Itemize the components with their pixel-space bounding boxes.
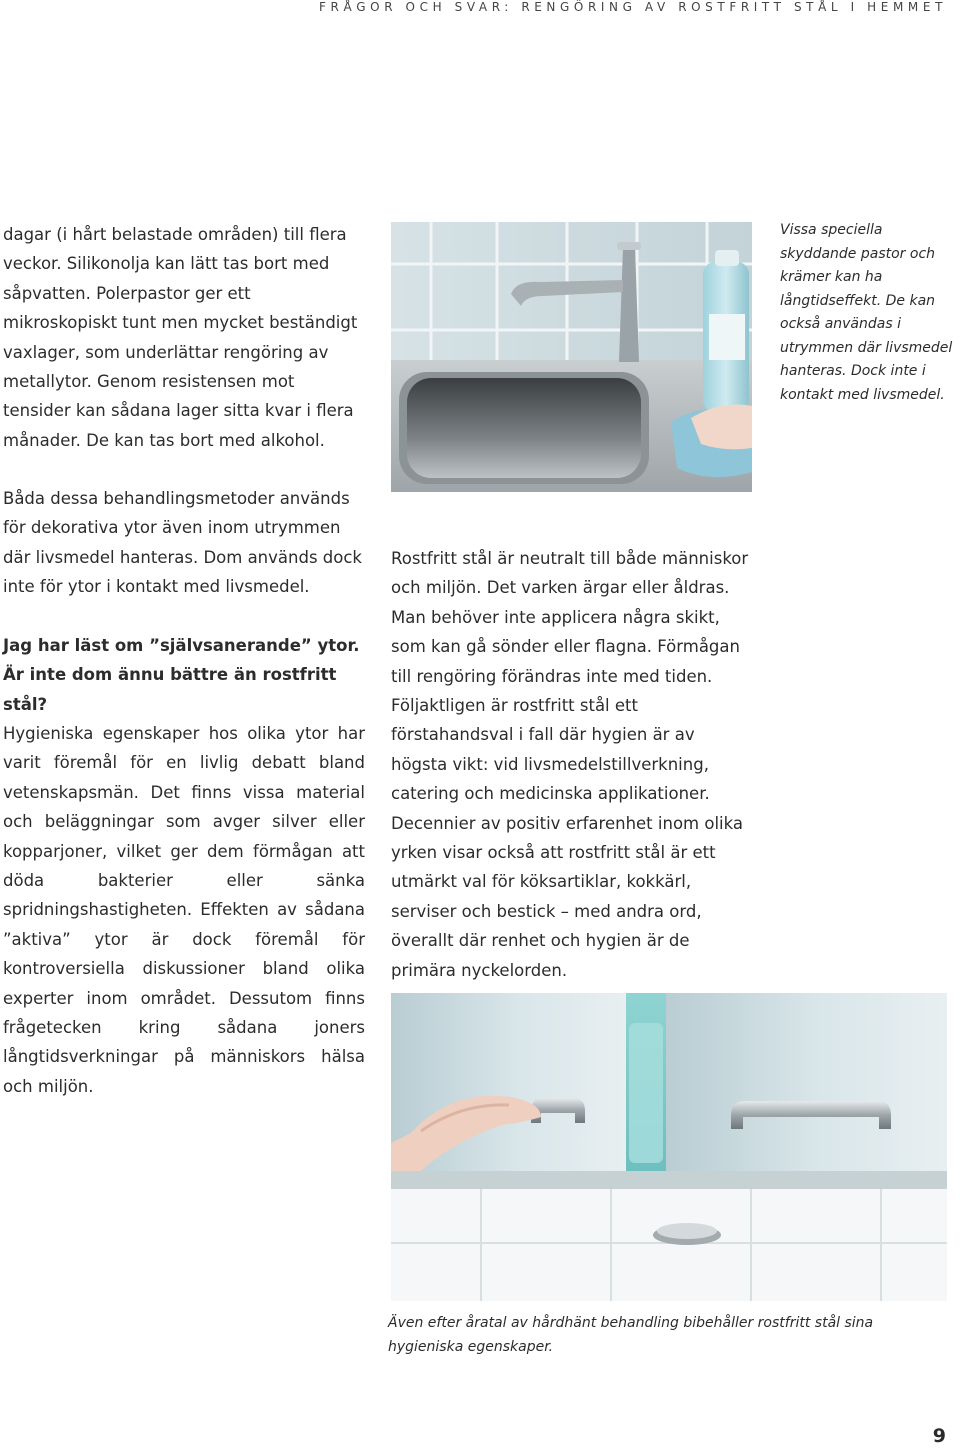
running-header: FRÅGOR OCH SVAR: RENGÖRING AV ROSTFRITT STÅL I HEMMET <box>319 0 947 14</box>
cabinet-photo <box>391 993 947 1301</box>
cabinet-caption: Även efter åratal av hårdhänt behandling bibehåller rostfritt stål sina hygieniska egenskaper. <box>388 1315 874 1355</box>
sink-photo <box>391 222 752 492</box>
right-paragraph-1: Rostfritt stål är neutralt till både människor och miljön. Det varken ärgar eller åldras. Man behöver inte applicera några skikt, som kan gå sönder eller flagna. Förmågan till rengöring förändras inte med tiden. Följaktligen är rostfritt stål ett förstahandsval i fall där hygien är av högsta vikt: vid livsmedelstillverkning, catering och medicinska applikationer. Decennier av positiv erfarenhet inom olika yrken visar också att rostfritt stål är ett utmärkt val för köksartiklar, kokkärl, serviser och bestick – med andra ord, överallt där renhet och hygien är de primära nyckelorden. <box>391 549 749 980</box>
left-paragraph-2: Båda dessa behandlingsmetoder används för dekorativa ytor även inom utrymmen där livsmedel hanteras. Dom används dock inte för ytor i kontakt med livsmedel. <box>3 489 362 597</box>
page-number: 9 <box>932 1425 946 1447</box>
question-heading: Jag har läst om ”självsanerande” ytor. Är inte dom ännu bättre än rostfritt stål? <box>3 636 360 714</box>
sink-caption: Vissa speciella skyddande pastor och krämer kan ha långtidseffekt. De kan också användas i utrymmen där livsmedel hanteras. Dock inte i kontakt med livsmedel. <box>780 222 953 403</box>
answer-paragraph: Hygieniska egenskaper hos olika ytor har varit föremål för en livlig debatt bland vetenskapsmän. Det finns vissa material och beläggningar som avger silver eller kopparjoner, vilket ger dem förmågan att döda bakterier eller sänka spridningshastigheten. Effekten av sådana ”aktiva” ytor är dock föremål för kontroversiella diskussioner bland olika experter inom området. Dessutom finns frågetecken kring sådana joners långtidsverkningar på människors hälsa och miljön. <box>3 724 365 1096</box>
left-paragraph-1: dagar (i hårt belastade områden) till flera veckor. Silikonolja kan lätt tas bort med såpvatten. Polerpastor ger ett mikroskopiskt tunt men mycket beständigt vaxlager, som underlättar rengöring av metallytor. Genom resistensen mot tensider kan sådana lager sitta kvar i flera månader. De kan tas bort med alkohol. <box>3 225 358 450</box>
